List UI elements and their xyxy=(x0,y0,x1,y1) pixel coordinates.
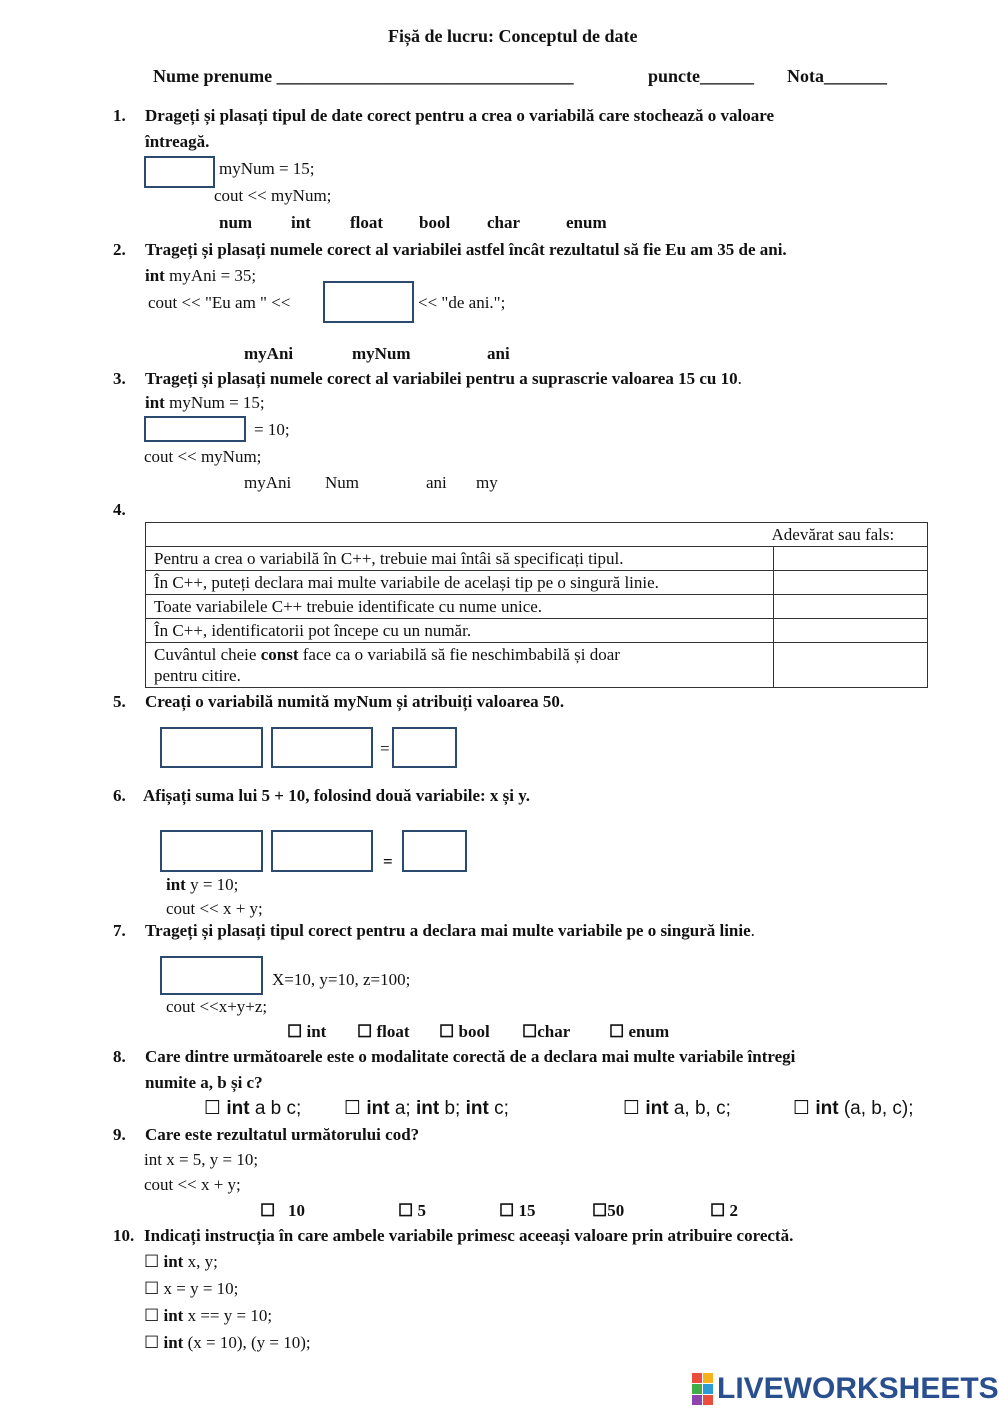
q7-option-bool[interactable] xyxy=(439,1022,490,1042)
q2-text: Trageți și plasați numele corect al variabilei astfel încât rezultatul să fie Eu am 35 de ani. xyxy=(145,240,787,259)
q9-option-5[interactable] xyxy=(398,1201,426,1221)
q10-opt3-int-keyword: int xyxy=(163,1306,184,1325)
q8-opt3-int-keyword: int xyxy=(645,1098,669,1119)
q3-int-keyword: int xyxy=(145,393,165,412)
q6-drop-zone-name[interactable] xyxy=(271,830,373,872)
q7-option-char-label: char xyxy=(537,1022,571,1041)
q8-text-line1: Care dintre următoarele este o modalitate corectă de a declara mai multe variabile întregi xyxy=(145,1047,796,1066)
q7-code-line1: X=10, y=10, z=100; xyxy=(272,970,411,989)
q10-number: 10. xyxy=(113,1226,135,1245)
q2-drop-zone[interactable] xyxy=(323,281,414,323)
table-row xyxy=(146,643,928,688)
q3-drop-zone[interactable] xyxy=(144,416,246,442)
checkbox-icon: ☐ xyxy=(260,1201,276,1220)
q7-drop-zone[interactable] xyxy=(160,956,263,995)
q8-opt4-int-keyword: int xyxy=(815,1098,839,1119)
q8-opt3-rest: a, b, c; xyxy=(668,1098,731,1119)
checkbox-icon: ☐ xyxy=(609,1022,625,1041)
table-header-cell xyxy=(771,523,928,547)
checkbox-icon: ☐ xyxy=(398,1201,414,1220)
q8-opt2-int-keyword-b: int xyxy=(415,1098,440,1119)
q8-opt2-int-keyword-a: int xyxy=(366,1098,390,1119)
q10-opt2: x = y = 10; xyxy=(163,1279,239,1298)
q6-drop-zone-value[interactable] xyxy=(402,830,467,872)
q2-code-line2-left: cout << "Eu am " << xyxy=(148,293,291,312)
checkbox-icon: ☐ xyxy=(144,1333,160,1352)
q7-option-bool-label: bool xyxy=(458,1022,490,1041)
q7-text: Trageți și plasați tipul corect pentru a declara mai multe variabile pe o singură linie xyxy=(145,921,751,940)
logo-square xyxy=(703,1384,713,1394)
statement-5-line2: pentru citire. xyxy=(154,666,241,685)
q8-option-4[interactable] xyxy=(793,1097,914,1120)
q7-option-int[interactable] xyxy=(287,1022,326,1042)
q5-equals-sign: = xyxy=(380,739,390,758)
q8-opt1-int-keyword: int xyxy=(226,1098,250,1119)
table-header-label: Adevărat sau fals: xyxy=(771,525,895,544)
q9-number: 9. xyxy=(113,1125,126,1144)
q9-option-10-label: 10 xyxy=(288,1201,305,1220)
q3-option-ani[interactable]: ani xyxy=(426,473,447,492)
logo-square xyxy=(692,1373,702,1383)
q10-opt4-rest: (x = 10), (y = 10); xyxy=(183,1333,311,1352)
logo-square xyxy=(692,1395,702,1405)
table-statement-5 xyxy=(146,643,774,688)
q5-number: 5. xyxy=(113,692,126,711)
q8-option-1[interactable] xyxy=(204,1097,301,1120)
q8-opt2-a: a; xyxy=(389,1098,416,1119)
q1-option-enum[interactable]: enum xyxy=(566,213,607,232)
checkbox-icon: ☐ xyxy=(287,1022,303,1041)
q6-equals-sign: = xyxy=(383,852,393,871)
q4-number: 4. xyxy=(113,500,126,519)
q6-code-line1 xyxy=(166,875,238,895)
q5-drop-zone-value[interactable] xyxy=(392,727,457,768)
table-statement-2: În C++, puteți declara mai multe variabile de același tip pe o singură linie. xyxy=(146,571,774,595)
q3-option-my[interactable]: my xyxy=(476,473,498,492)
q3-text-wrap xyxy=(145,369,742,389)
q6-code-line2: cout << x + y; xyxy=(166,899,263,918)
logo-text: LIVEWORKSHEETS xyxy=(717,1372,999,1405)
q6-code-line1-rest: y = 10; xyxy=(185,875,239,894)
logo-square xyxy=(703,1373,713,1383)
q9-option-2[interactable] xyxy=(710,1201,738,1221)
q3-text: Trageți și plasați numele corect al variabilei pentru a suprascrie valoarea 15 cu 10 xyxy=(145,369,738,388)
q10-option-4[interactable] xyxy=(144,1333,311,1353)
q10-option-1[interactable] xyxy=(144,1252,218,1272)
answer-cell-2[interactable] xyxy=(774,571,928,595)
q9-option-10[interactable] xyxy=(260,1201,305,1221)
q3-code-line3: cout << myNum; xyxy=(144,447,262,466)
table-statement-3: Toate variabilele C++ trebuie identificate cu nume unice. xyxy=(146,595,774,619)
q7-option-float[interactable] xyxy=(357,1022,410,1042)
q7-number: 7. xyxy=(113,921,126,940)
checkbox-icon: ☐ xyxy=(623,1098,641,1119)
q6-number: 6. xyxy=(113,786,126,805)
table-row xyxy=(146,571,928,595)
table-header-empty xyxy=(146,523,774,547)
table-statement-1: Pentru a crea o variabilă în C++, trebuie mai întâi să specificați tipul. xyxy=(146,547,774,571)
q1-option-float[interactable]: float xyxy=(350,213,384,232)
q8-opt1-rest: a b c; xyxy=(249,1098,302,1119)
q8-option-2[interactable] xyxy=(344,1097,509,1120)
table-row xyxy=(146,619,928,643)
q9-code-line1: int x = 5, y = 10; xyxy=(144,1150,259,1169)
q2-code-line1-rest: myAni = 35; xyxy=(164,266,257,285)
q9-option-50-label: 50 xyxy=(607,1201,625,1220)
checkbox-icon: ☐ xyxy=(344,1098,362,1119)
grade-field[interactable]: Nota_______ xyxy=(787,66,887,86)
q7-code-line2: cout <<x+y+z; xyxy=(166,997,268,1016)
q5-drop-zone-type[interactable] xyxy=(160,727,263,768)
q1-option-char[interactable]: char xyxy=(487,213,521,232)
answer-cell-4[interactable] xyxy=(774,619,928,643)
q3-option-myani[interactable]: myAni xyxy=(244,473,292,492)
q2-option-mynum[interactable]: myNum xyxy=(352,344,411,363)
name-field[interactable]: Nume prenume _________________________________ xyxy=(153,66,574,86)
q3-code-line2: = 10; xyxy=(254,420,290,439)
checkbox-icon: ☐ xyxy=(144,1252,160,1271)
answer-cell-3[interactable] xyxy=(774,595,928,619)
q10-text: Indicați instrucția în care ambele variabile primesc aceeași valoare prin atribuire corectă. xyxy=(144,1226,794,1245)
q1-code-line2: cout << myNum; xyxy=(214,186,332,205)
q1-code-line1: myNum = 15; xyxy=(219,159,315,178)
q7-option-int-label: int xyxy=(306,1022,327,1041)
q9-option-2-label: 2 xyxy=(729,1201,738,1220)
q8-opt2-c: c; xyxy=(488,1098,509,1119)
q9-option-5-label: 5 xyxy=(417,1201,426,1220)
q3-text-end: . xyxy=(737,369,742,388)
q9-code-line2: cout << x + y; xyxy=(144,1175,241,1194)
true-false-table xyxy=(145,522,928,688)
checkbox-icon: ☐ xyxy=(144,1279,160,1298)
q2-option-myani[interactable]: myAni xyxy=(244,344,294,363)
logo-square xyxy=(703,1395,713,1405)
q1-text-line1: Drageți și plasați tipul de date corect pentru a crea o variabilă care stochează o valoare xyxy=(145,106,775,125)
q1-text-line2: întreagă. xyxy=(145,132,210,151)
q9-option-15-label: 15 xyxy=(518,1201,536,1220)
q5-drop-zone-name[interactable] xyxy=(271,727,373,768)
q8-opt2-int-keyword-c: int xyxy=(465,1098,489,1119)
q8-option-3[interactable] xyxy=(623,1097,731,1120)
q10-option-3[interactable] xyxy=(144,1306,272,1326)
answer-cell-1[interactable] xyxy=(774,547,928,571)
q7-option-enum[interactable] xyxy=(609,1022,669,1042)
liveworksheets-logo xyxy=(692,1372,999,1406)
q10-opt4-int-keyword: int xyxy=(163,1333,184,1352)
q2-code-line1 xyxy=(145,266,256,286)
q8-text-line2: numite a, b și c? xyxy=(145,1073,263,1092)
checkbox-icon: ☐ xyxy=(522,1022,538,1041)
const-keyword: const xyxy=(260,645,299,664)
q2-int-keyword: int xyxy=(145,266,165,285)
statement-5-post: face ca o variabilă să fie neschimbabilă și doar xyxy=(298,645,620,664)
logo-square xyxy=(692,1384,702,1394)
checkbox-icon: ☐ xyxy=(499,1201,515,1220)
q10-opt1-int-keyword: int xyxy=(163,1252,184,1271)
q5-text: Creați o variabilă numită myNum și atribuiți valoarea 50. xyxy=(145,692,565,711)
q9-option-15[interactable] xyxy=(499,1201,536,1221)
q3-number: 3. xyxy=(113,369,126,388)
q1-drop-zone[interactable] xyxy=(144,156,215,188)
q1-option-num[interactable]: num xyxy=(219,213,253,232)
q7-option-enum-label: enum xyxy=(628,1022,670,1041)
checkbox-icon: ☐ xyxy=(144,1306,160,1325)
q3-code-line1 xyxy=(145,393,265,413)
q2-code-line2-right: << "de ani."; xyxy=(418,293,506,312)
q6-int-keyword: int xyxy=(166,875,186,894)
q9-text: Care este rezultatul următorului cod? xyxy=(145,1125,420,1144)
q3-code-line1-rest: myNum = 15; xyxy=(164,393,265,412)
q2-number: 2. xyxy=(113,240,126,259)
answer-cell-5[interactable] xyxy=(774,643,928,688)
table-row xyxy=(146,595,928,619)
table-row xyxy=(146,547,928,571)
q7-text-wrap xyxy=(145,921,755,941)
q3-option-num[interactable]: Num xyxy=(325,473,359,492)
q1-option-bool[interactable]: bool xyxy=(419,213,451,232)
q7-option-float-label: float xyxy=(376,1022,410,1041)
q8-opt2-b: b; xyxy=(439,1098,466,1119)
q7-option-char[interactable] xyxy=(522,1022,570,1042)
q7-text-end: . xyxy=(750,921,755,940)
q10-opt1-rest: x, y; xyxy=(183,1252,218,1271)
q1-option-int[interactable]: int xyxy=(291,213,311,232)
q9-option-50[interactable] xyxy=(592,1201,624,1221)
q10-option-2[interactable] xyxy=(144,1279,238,1299)
logo-mark-icon xyxy=(692,1373,713,1405)
worksheet-title: Fișă de lucru: Conceptul de date xyxy=(388,26,638,46)
table-header-row xyxy=(146,523,928,547)
q6-text: Afișați suma lui 5 + 10, folosind două variabile: x și y. xyxy=(143,786,531,805)
checkbox-icon: ☐ xyxy=(439,1022,455,1041)
q8-opt4-rest: (a, b, c); xyxy=(838,1098,914,1119)
q1-number: 1. xyxy=(113,106,126,125)
table-statement-4: În C++, identificatorii pot începe cu un număr. xyxy=(146,619,774,643)
q10-opt3-rest: x == y = 10; xyxy=(183,1306,273,1325)
checkbox-icon: ☐ xyxy=(793,1098,811,1119)
checkbox-icon: ☐ xyxy=(357,1022,373,1041)
checkbox-icon: ☐ xyxy=(592,1201,608,1220)
statement-5-pre: Cuvântul cheie xyxy=(154,645,261,664)
q2-option-ani[interactable]: ani xyxy=(487,344,510,363)
checkbox-icon: ☐ xyxy=(710,1201,726,1220)
points-field[interactable]: puncte______ xyxy=(648,66,755,86)
q6-drop-zone-type[interactable] xyxy=(160,830,263,872)
q8-number: 8. xyxy=(113,1047,126,1066)
checkbox-icon: ☐ xyxy=(204,1098,222,1119)
